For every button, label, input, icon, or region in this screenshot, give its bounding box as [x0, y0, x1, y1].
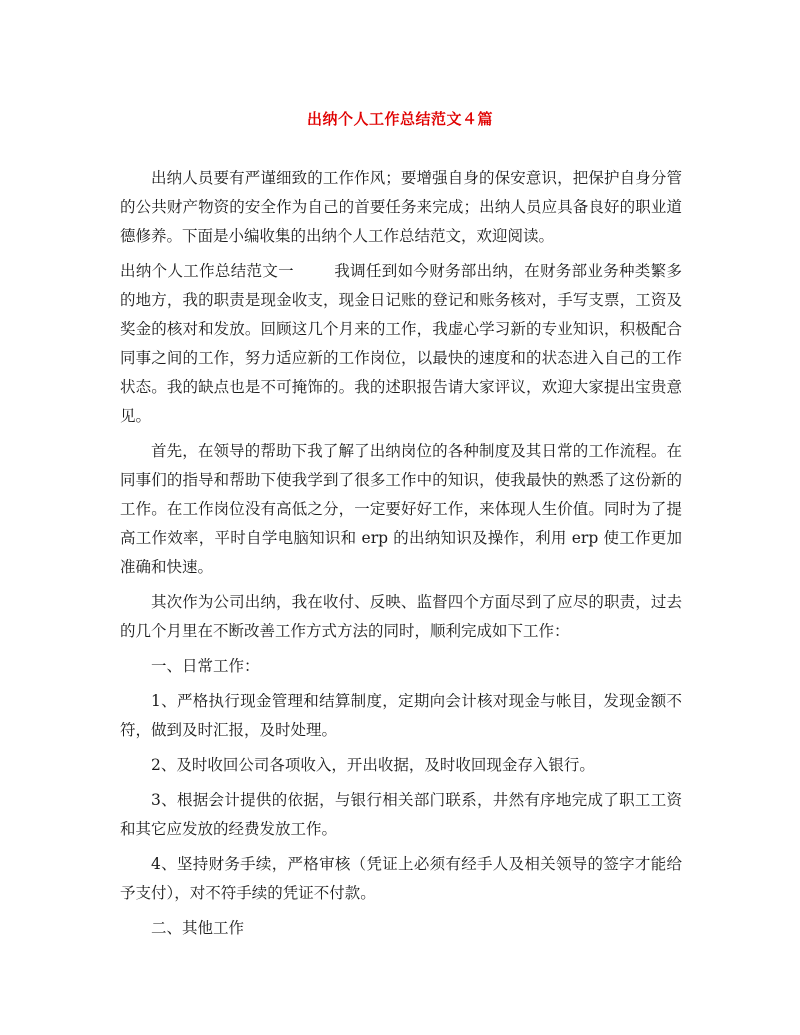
list-item: 1、严格执行现金管理和结算制度，定期向会计核对现金与帐目，发现金额不符，做到及时汇报，及时处理。: [120, 692, 682, 739]
document-title: 出纳个人工作总结范文４篇: [306, 110, 493, 128]
section-1-paragraph-1-text: 我调任到如今财务部出纳，在财务部业务种类繁多的地方，我的职责是现金收支，现金日记账的登记和账务核对，手写支票，工资及奖金的核对和发放。回顾这几个月来的工作，我虚心学习新的专业知识，积极配合同事之间的工作，努力适应新的工作岗位，以最快的速度和的状态进入自己的工作状态。我的缺点也是不可掩饰的。我的述职报告请大家评议，欢迎大家提出宝贵意见。: [120, 262, 682, 425]
document-body: [120, 164, 682, 949]
list-heading-other-work: 二、其他工作: [151, 919, 245, 937]
list-heading-daily-work: 一、日常工作：: [151, 657, 260, 675]
list-item: 3、根据会计提供的依据，与银行相关部门联系，井然有序地完成了职工工资和其它应发放的经费发放工作。: [120, 791, 682, 838]
section-1-paragraph-3: 其次作为公司出纳，我在收付、反映、监督四个方面尽到了应尽的职责，过去的几个月里在不断改善工作方式方法的同时，顺利完成如下工作：: [120, 593, 682, 640]
section-1-paragraph-2: 首先，在领导的帮助下我了解了出纳岗位的各种制度及其日常的工作流程。在同事们的指导和帮助下使我学到了很多工作中的知识，使我最快的熟悉了这份新的工作。在工作岗位没有高低之分，一定要好好工作，来体现人生价值。同时为了提高工作效率，平时自学电脑知识和 erp 的出纳知识及操作，利用 erp 使工作更加准确和快速。: [120, 442, 682, 576]
intro-paragraph: 出纳人员要有严谨细致的工作作风；要增强自身的保安意识，把保护自身分管的公共财产物资的安全作为自己的首要任务来完成；出纳人员应具备良好的职业道德修养。下面是小编收集的出纳个人工作总结范文，欢迎阅读。: [120, 169, 682, 245]
section-1-paragraph-1: [120, 257, 682, 431]
section-1-heading: 出纳个人工作总结范文一: [120, 262, 294, 280]
list-item: 4、坚持财务手续，严格审核（凭证上必须有经手人及相关领导的签字才能给予支付），对不符手续的凭证不付款。: [120, 855, 682, 902]
list-item: 2、及时收回公司各项收入，开出收据，及时收回现金存入银行。: [151, 756, 595, 774]
